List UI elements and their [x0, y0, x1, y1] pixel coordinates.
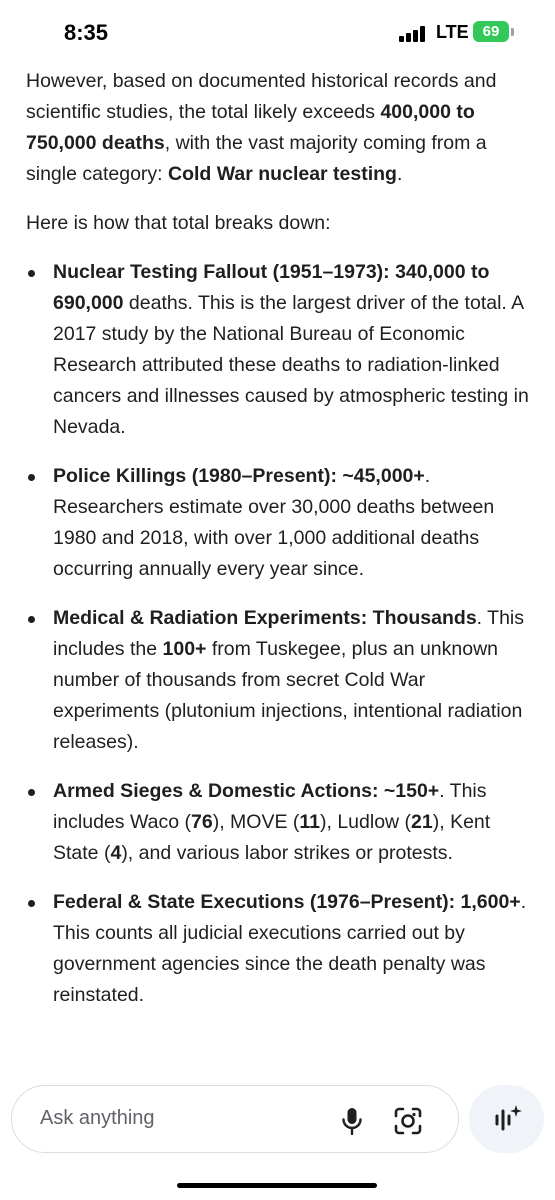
intro-paragraph: However, based on documented historical records and scientific studies, the total likely exceeds 400,000 to 750,000 deaths, with the vast majority coming from a single category: Cold War nuclear testing. — [26, 70, 497, 185]
voice-mode-button[interactable] — [469, 1085, 544, 1153]
ask-input-bar[interactable] — [11, 1085, 459, 1153]
ask-input-placeholder[interactable]: Ask anything — [40, 1107, 155, 1129]
list-item-executions: Federal & State Executions (1976–Present): 1,600+. This counts all judicial executions carried out by government agencies since the death penalty was reinstated. — [26, 887, 531, 1011]
status-time: 8:35 — [64, 20, 109, 45]
intro-bold-range: 400,000 to 750,000 deaths — [26, 101, 475, 154]
list-item-sieges: Armed Sieges & Domestic Actions: ~150+. This includes Waco (76), MOVE (11), Ludlow (21), Kent State (4), and various labor strikes or protests. — [26, 776, 531, 869]
home-indicator[interactable] — [177, 1183, 377, 1188]
intro-bold-category: Cold War nuclear testing — [168, 163, 397, 185]
list-item-experiments: Medical & Radiation Experiments: Thousands. This includes the 100+ from Tuskegee, plus an unknown number of thousands from secret Cold War experiments (plutonium injections, intentional radiation releases). — [26, 603, 531, 758]
list-item-police: Police Killings (1980–Present): ~45,000+. Researchers estimate over 30,000 deaths between 1980 and 2018, with over 1,000 additional deaths occurring annually every year since. — [26, 461, 531, 585]
battery-icon: 69 — [473, 21, 509, 42]
status-bar — [0, 0, 555, 64]
battery-tip — [511, 28, 514, 36]
mic-icon[interactable] — [340, 1106, 364, 1136]
list-item-nuclear: Nuclear Testing Fallout (1951–1973): 340,000 to 690,000 deaths. This is the largest driver of the total. A 2017 study by the National Bureau of Economic Research attributed these deaths to radiation-linked cancers and illnesses caused by atmospheric testing in Nevada. — [26, 257, 531, 443]
breakdown-list — [26, 257, 531, 1011]
network-type: LTE — [436, 22, 469, 42]
breakdown-lead: Here is how that total breaks down: — [26, 212, 331, 234]
voice-mode-icon — [489, 1101, 525, 1137]
signal-strength-icon — [399, 26, 429, 42]
camera-lens-icon[interactable] — [393, 1106, 423, 1136]
response-content — [26, 42, 531, 1029]
